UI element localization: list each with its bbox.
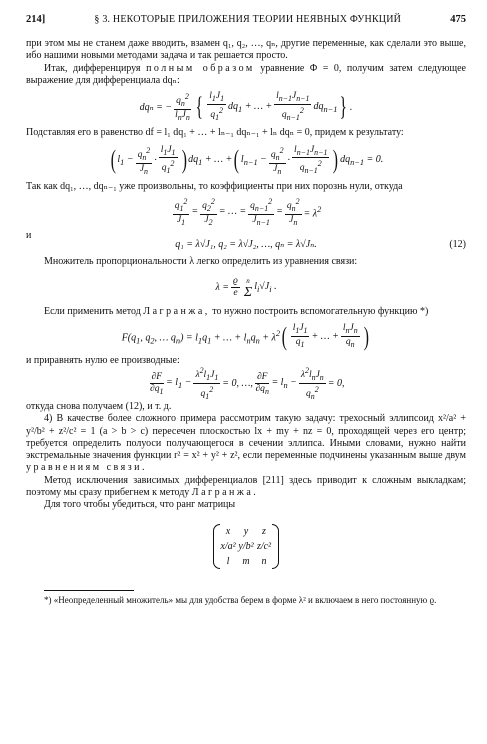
running-title: § 3. НЕКОТОРЫЕ ПРИЛОЖЕНИЯ ТЕОРИИ НЕЯВНЫХ ФУНКЦИЙ <box>94 14 402 25</box>
p2-spaced: полным образом <box>146 62 255 74</box>
equation-12 <box>26 236 466 252</box>
page-number: 475 <box>450 14 466 25</box>
equation-ratios: $\frac{q_1^2}{J_1}$ = $\frac{q_2^2}{J_2}$ = … = $\frac{q_{n-1}^2}{J_{n-1}}$ = $\frac{q_n^2}{J_n}$ = $\lambda^2$ <box>174 196 322 227</box>
paragraph-3: Подставляя его в равенство df = l₁ dq₁ + … + lₙ₋₁ dqₙ₋₁ + lₙ dqₙ = 0, придем к результату: <box>26 127 404 139</box>
eq1-lhs: dqₙ = − <box>139 101 173 113</box>
matrix-cell: z <box>262 526 266 538</box>
equation-lambda: λ = $\frac{ϱ}{e}$ n Σ $l_i√J_i$ . <box>215 275 277 300</box>
eq1-termn: $\frac{l_{n-1}J_{n-1}}{q_{n-1}^2}$ <box>276 91 310 123</box>
p10-body: 4) В качестве более сложного примера рассмотрим такую задачу: трехосный эллипсоид x²/a² + y²/b² + z²/c² = 1 (a > b > c) пересечен плоскостью lx + my + nz = 0, проходящей через его центр; требуется определить полуоси получающегося в сечении эллипса. Иными словами, нужно найти экстремальные значения функции r² = x² + y² + z², если переменные подчинены указанным выше двум <box>26 413 466 462</box>
brace-left: { <box>195 92 203 122</box>
matrix-cell: n <box>261 556 267 568</box>
matrix-container <box>26 512 466 582</box>
paragraph-5: и <box>26 229 32 241</box>
matrix-cell: y <box>243 526 249 538</box>
running-header <box>26 14 466 30</box>
paragraph-4: Так как dq₁, …, dqₙ₋₁ уже произвольны, то коэффициенты при них порознь нули, откуда <box>26 181 403 193</box>
p2-start: Итак, дифференцируя <box>44 62 141 74</box>
section-number: 214] <box>26 14 46 25</box>
paragraph-6: Множитель пропорциональности λ легко определить из уравнения связи: <box>44 256 358 268</box>
matrix-cell: m <box>242 556 250 568</box>
equation-F: $F(q_1$, $q_2$, … $q_n) = l_1q_1$ + … + $l_nq_n + \lambda^2$ ( $\frac{l_1J_1}{q_1}$ + … + $\frac{l_nJ_n}{q_n}$ ) <box>121 321 369 351</box>
p7-start: Если применить метод <box>44 306 141 318</box>
matrix-cell: y/b² <box>238 541 254 553</box>
p2-end: уравнение Φ = 0, получим затем следующее выражение для дифференциала dqₙ: <box>26 62 467 86</box>
eq12-body: q₁ = λ√J₁, q₂ = λ√J₂, …, qₙ = λ√Jₙ. <box>175 238 317 250</box>
paragraph-9: откуда снова получаем (12), и т. д. <box>26 400 172 412</box>
p7-spaced: Лагранжа, <box>143 306 210 318</box>
p7-end: то нужно построить вспомогательную функцию *) <box>212 306 429 318</box>
p10-spaced: уравнениям связи. <box>26 462 148 474</box>
matrix-cell: z/c² <box>256 541 272 553</box>
paragraph-2 <box>26 63 466 88</box>
paragraph-10 <box>26 413 466 474</box>
brace-right: } <box>339 92 348 122</box>
rank-matrix <box>213 524 279 569</box>
matrix-cell: l <box>226 556 230 568</box>
footnote: *) «Неопределенный множитель» мы для удобства берем в форме λ² и включаем в него постоянную ϱ. <box>44 594 437 605</box>
paragraph-1: при этом мы не станем даже вводить, взамен q₁, q₂, …, qₙ, другие переменные, как сделали это выше, ибо нашими новыми методами задача и так решается просто. <box>26 38 466 62</box>
eq1-coef: $\frac{q_n^2}{l_nJ_n}$ <box>175 92 190 123</box>
equation-result: ( $l_1$ − $\frac{q_n^2}{J_n}$ · $\frac{l_1J_1}{q_1^2}$ ) $dq_1$ + … + ( $l_{n-1}$ − $\frac{q_n^2}{J_n}$ · $\frac{l_{n-1}J_{n-1}}{q_{n-1}^2}$ ) $dq_{n-1} = 0$. <box>110 144 384 176</box>
matrix-cell: x <box>225 526 231 538</box>
paragraph-7 <box>26 306 466 318</box>
matrix-cell: x/a² <box>220 541 236 553</box>
paragraph-11 <box>26 475 466 500</box>
equation-derivatives: $\frac{\partial F}{\partial q_1}$ = $l_1$ − $\frac{\lambda^2l_1J_1}{q_1^2}$ = 0, …, $\frac{\partial F}{\partial q_n}$ = $l_n$ − $\frac{\lambda^2l_nJ_n}{q_n^2}$ = 0, <box>150 366 345 402</box>
paragraph-8: и приравнять нулю ее производные: <box>26 354 180 366</box>
footnote-rule <box>44 590 134 591</box>
eq12-number: (12) <box>449 238 466 250</box>
p11-spaced: Лагранжа. <box>191 487 259 499</box>
paragraph-12: Для того чтобы убедиться, что ранг матрицы <box>44 499 236 511</box>
p11-start: Метод исключения зависимых дифференциалов [211] здесь приводит к сложным выкладкам; поэтому мы сразу прибегнем к методу <box>26 474 466 499</box>
eq1-term1: $\frac{l_1J_1}{q_1^2}$ <box>209 91 225 123</box>
equation-dqn: dqₙ = − $\frac{q_n^2}{l_nJ_n}$ { $\frac{l_1J_1}{q_1^2}$ $dq_1$ + … + $\frac{l_{n-1}J_{n-1}}{q_{n-1}^2}$ $dq_{n-1}$ } . <box>139 91 353 123</box>
page <box>26 14 466 606</box>
